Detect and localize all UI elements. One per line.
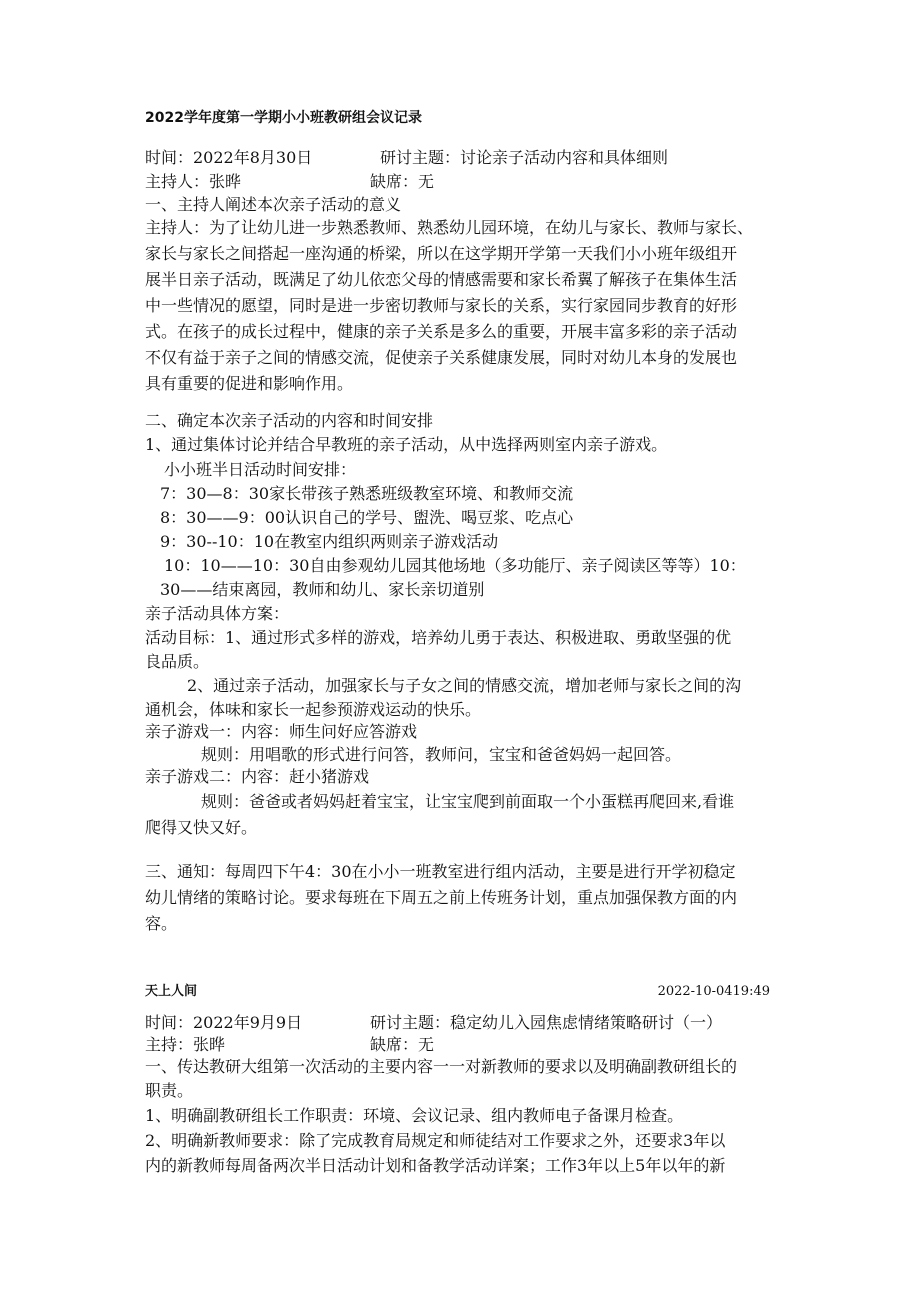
section2-item1: 1、通过集体讨论并结合早教班的亲子活动，从中选择两则室内亲子游戏。 xyxy=(145,435,668,454)
game2-rule-line: 规则：爸爸或者妈妈赶着宝宝，让宝宝爬到前面取一个小蛋糕再爬回来,看谁 xyxy=(201,792,735,811)
meeting2-absent: 缺席：无 xyxy=(370,1035,435,1054)
schedule-item: 9：30--10：10在教室内组织两则亲子游戏活动 xyxy=(160,532,499,551)
meeting1-absent: 缺席：无 xyxy=(370,172,435,191)
schedule-item: 30——结束离园，教师和幼儿、家长亲切道别 xyxy=(160,580,485,599)
goal2-line: 通机会，体味和家长一起参预游戏运动的快乐。 xyxy=(145,700,482,719)
section3-line: 容。 xyxy=(145,914,178,933)
section2-heading: 二、确定本次亲子活动的内容和时间安排 xyxy=(145,411,434,430)
section3-line: 幼儿情绪的策略讨论。要求每班在下周五之前上传班务计划，重点加强保教方面的内 xyxy=(145,888,738,907)
footer-left: 天上人间 xyxy=(145,984,198,999)
goal2-line: 2、通过亲子活动，加强家长与子女之间的情感交流，增加老师与家长之间的沟 xyxy=(187,676,742,695)
schedule-item: 10：10——10：30自由参观幼儿园其他场地（多功能厅、亲子阅读区等等）10： xyxy=(164,556,746,575)
schedule-item: 7：30—8：30家长带孩子熟悉班级教室环境、和教师交流 xyxy=(160,484,574,503)
game1: 亲子游戏一：内容：师生问好应答游戏 xyxy=(145,722,418,741)
meeting1-time: 时间：2022年8月30日 xyxy=(145,148,313,167)
meeting2-item2-line: 内的新教师每周备两次半日活动计划和备教学活动详案；工作3年以上5年以年的新 xyxy=(145,1156,726,1175)
meeting2-item1: 1、明确副教研组长工作职责：环境、会议记录、组内教师电子备课月检查。 xyxy=(145,1106,684,1125)
meeting2-item2-line: 2、明确新教师要求：除了完成教育局规定和师徒结对工作要求之外，还要求3年以 xyxy=(145,1131,726,1150)
section3-line: 三、通知：每周四下午4：30在小小一班教室进行组内活动，主要是进行开学初稳定 xyxy=(145,862,736,881)
goal1-line: 良品质。 xyxy=(145,652,210,671)
doc-title: 2022学年度第一学期小小班教研组会议记录 xyxy=(145,110,422,126)
paragraph-line: 展半日亲子活动，既满足了幼儿依恋父母的情感需要和家长希翼了解孩子在集体生活 xyxy=(145,270,738,289)
game2: 亲子游戏二：内容：赶小猪游戏 xyxy=(145,767,370,786)
meeting2-time: 时间：2022年9月9日 xyxy=(145,1013,303,1032)
section1-heading: 一、主持人阐述本次亲子活动的意义 xyxy=(145,195,402,214)
paragraph-line: 具有重要的促进和影响作用。 xyxy=(145,374,354,393)
game2-rule-line: 爬得又快又好。 xyxy=(145,818,258,837)
footer-timestamp: 2022-10-0419:49 xyxy=(657,984,770,999)
meeting2-topic: 研讨主题：稳定幼儿入园焦虑情绪策略研讨（一） xyxy=(370,1013,723,1032)
meeting2-host: 主持：张晔 xyxy=(145,1035,226,1054)
goal1-line: 活动目标：1、通过形式多样的游戏，培养幼儿勇于表达、积极进取、勇敢坚强的优 xyxy=(145,628,732,647)
schedule-title: 小小班半日活动时间安排： xyxy=(164,460,357,479)
paragraph-line: 中一些情况的愿望，同时是进一步密切教师与家长的关系，实行家园同步教育的好形 xyxy=(145,296,738,315)
paragraph-line: 不仅有益于亲子之间的情感交流，促使亲子关系健康发展，同时对幼儿本身的发展也 xyxy=(145,348,738,367)
meeting2-section1-line: 一、传达教研大组第一次活动的主要内容一一对新教师的要求以及明确副教研组长的 xyxy=(145,1057,738,1076)
paragraph-line: 家长与家长之间搭起一座沟通的桥梁，所以在这学期开学第一天我们小小班年级组开 xyxy=(145,244,738,263)
paragraph-line: 式。在孩子的成长过程中，健康的亲子关系是多么的重要，开展丰富多彩的亲子活动 xyxy=(145,322,738,341)
schedule-item: 8：30——9：00认识自己的学号、盥洗、喝豆浆、吃点心 xyxy=(160,508,574,527)
paragraph-line: 主持人：为了让幼儿进一步熟悉教师、熟悉幼儿园环境，在幼儿与家长、教师与家长、 xyxy=(145,218,754,237)
plan-title: 亲子活动具体方案： xyxy=(145,604,290,623)
meeting1-host: 主持人：张晔 xyxy=(145,172,242,191)
meeting2-section1-line: 职责。 xyxy=(145,1081,194,1100)
meeting1-topic: 研讨主题：讨论亲子活动内容和具体细则 xyxy=(380,148,669,167)
game1-rule: 规则：用唱歌的形式进行问答，教师问，宝宝和爸爸妈妈一起回答。 xyxy=(201,745,682,764)
